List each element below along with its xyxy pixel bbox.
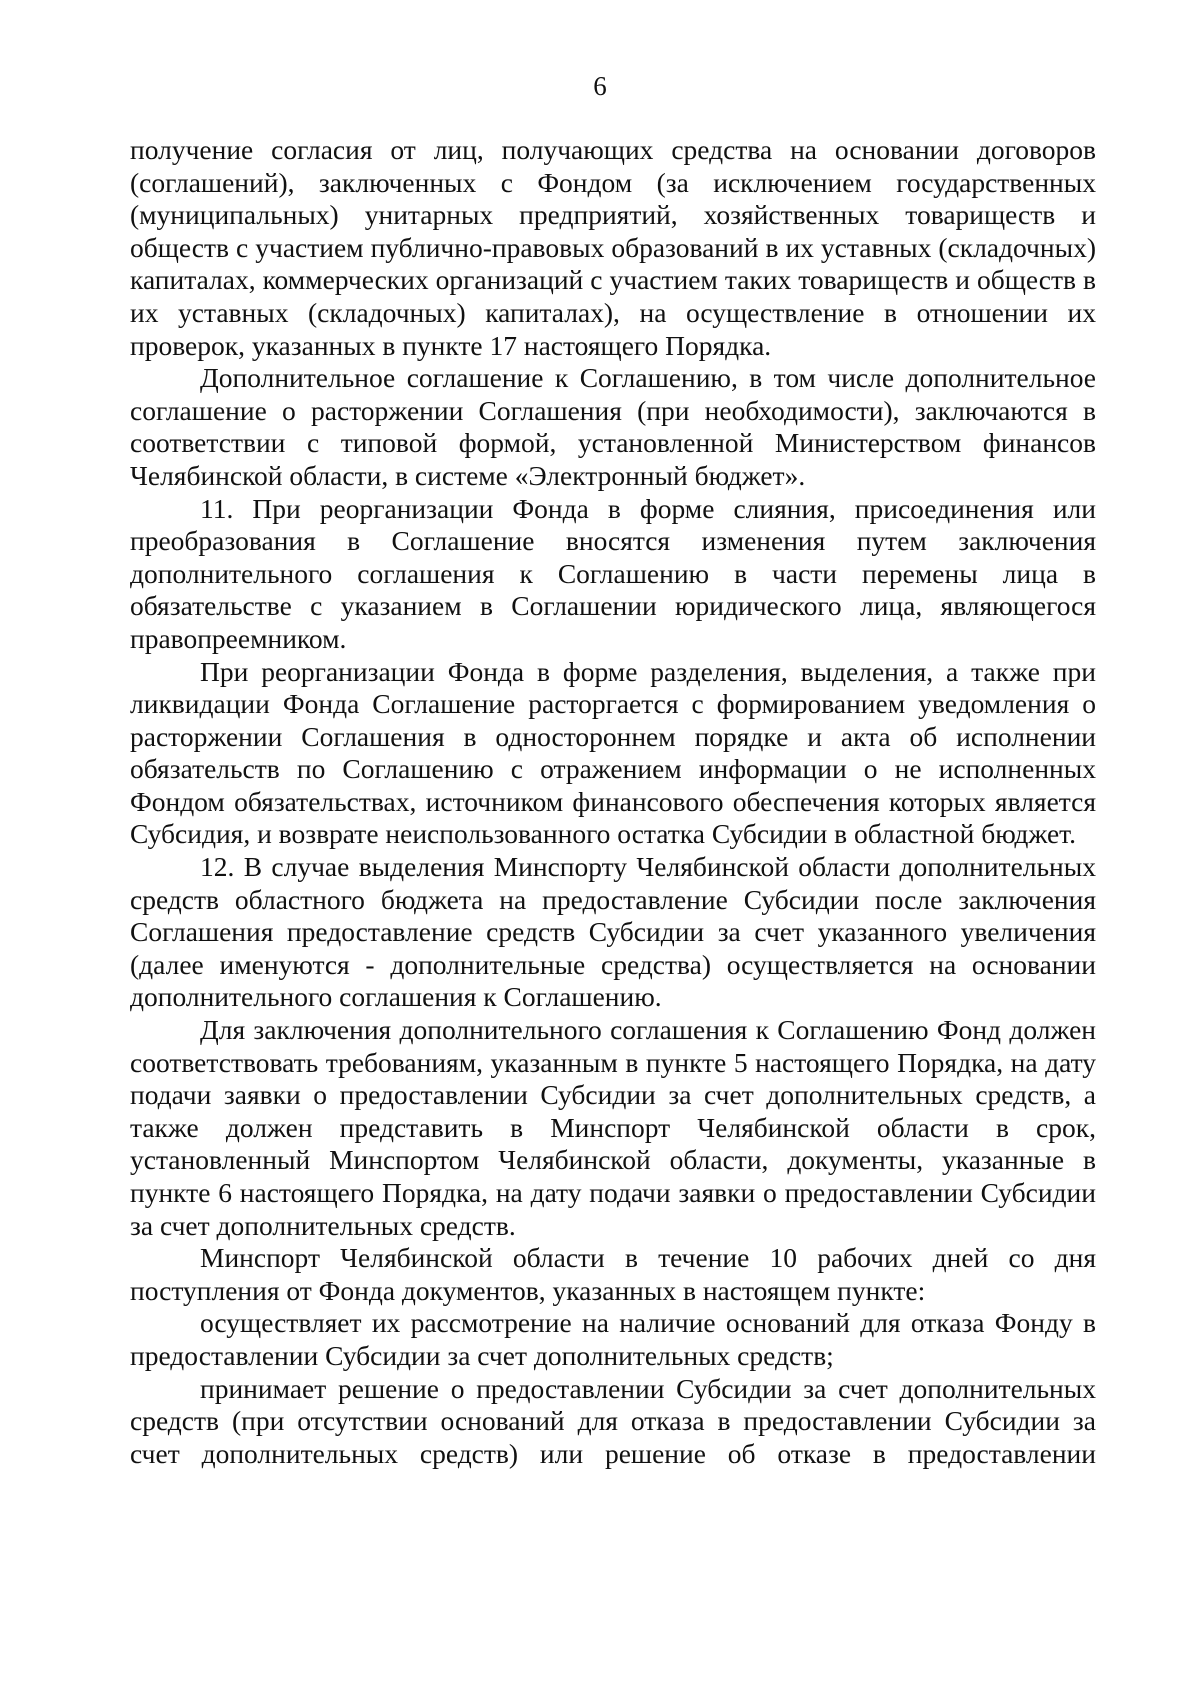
paragraph-additional-agreement: Дополнительное соглашение к Соглашению, в том числе дополнительное соглашение о расторжении Соглашения (при необходимости), заключаются в соответствии с типовой формой, установленной Министерством финансов Челябинской области, в системе «Электронный бюджет». — [130, 362, 1096, 491]
paragraph-consent: получение согласия от лиц, получающих средства на основании договоров (соглашений), заключенных с Фондом (за исключением государственных (муниципальных) унитарных предприятий, хозяйственных товариществ и обществ с участием публично-правовых образований в их уставных (складочных) капиталах, коммерческих организаций с участием таких товариществ и обществ в их уставных (складочных) капиталах), на осуществление в отношении их проверок, указанных в пункте 17 настоящего Порядка. — [130, 134, 1096, 361]
paragraph-ministry-review-period: Минспорт Челябинской области в течение 10 рабочих дней со дня поступления от Фонда документов, указанных в настоящем пункте: — [130, 1242, 1096, 1306]
document-body — [130, 134, 1096, 1470]
page-number: 6 — [593, 71, 607, 101]
paragraph-review-grounds: осуществляет их рассмотрение на наличие оснований для отказа Фонду в предоставлении Субсидии за счет дополнительных средств; — [130, 1307, 1096, 1371]
paragraph-decision: принимает решение о предоставлении Субсидии за счет дополнительных средств (при отсутствии оснований для отказа в предоставлении Субсидии за счет дополнительных средств) или решение об отказе в предоставлении — [130, 1372, 1096, 1469]
paragraph-requirements: Для заключения дополнительного соглашения к Соглашению Фонд должен соответствовать требованиям, указанным в пункте 5 настоящего Порядка, на дату подачи заявки о предоставлении Субсидии за счет дополнительных средств, а также должен представить в Минспорт Челябинской области в срок, установленный Минспортом Челябинской области, документы, указанные в пункте 6 настоящего Порядка, на дату подачи заявки о предоставлении Субсидии за счет дополнительных средств. — [130, 1014, 1096, 1241]
paragraph-reorganization-division: При реорганизации Фонда в форме разделения, выделения, а также при ликвидации Фонда Соглашение расторгается с формированием уведомления о расторжении Соглашения в одностороннем порядке и акта об исполнении обязательств по Соглашению с отражением информации о не исполненных Фондом обязательствах, источником финансового обеспечения которых является Субсидия, и возврате неиспользованного остатка Субсидии в областной бюджет. — [130, 655, 1096, 850]
paragraph-12-additional-funds: 12. В случае выделения Минспорту Челябинской области дополнительных средств областного бюджета на предоставление Субсидии после заключения Соглашения предоставление средств Субсидии за счет указанного увеличения (далее именуются - дополнительные средства) осуществляется на основании дополнительного соглашения к Соглашению. — [130, 851, 1096, 1013]
paragraph-11-reorganization: 11. При реорганизации Фонда в форме слияния, присоединения или преобразования в Соглашение вносятся изменения путем заключения дополнительного соглашения к Соглашению в части перемены лица в обязательстве с указанием в Соглашении юридического лица, являющегося правопреемником. — [130, 492, 1096, 654]
